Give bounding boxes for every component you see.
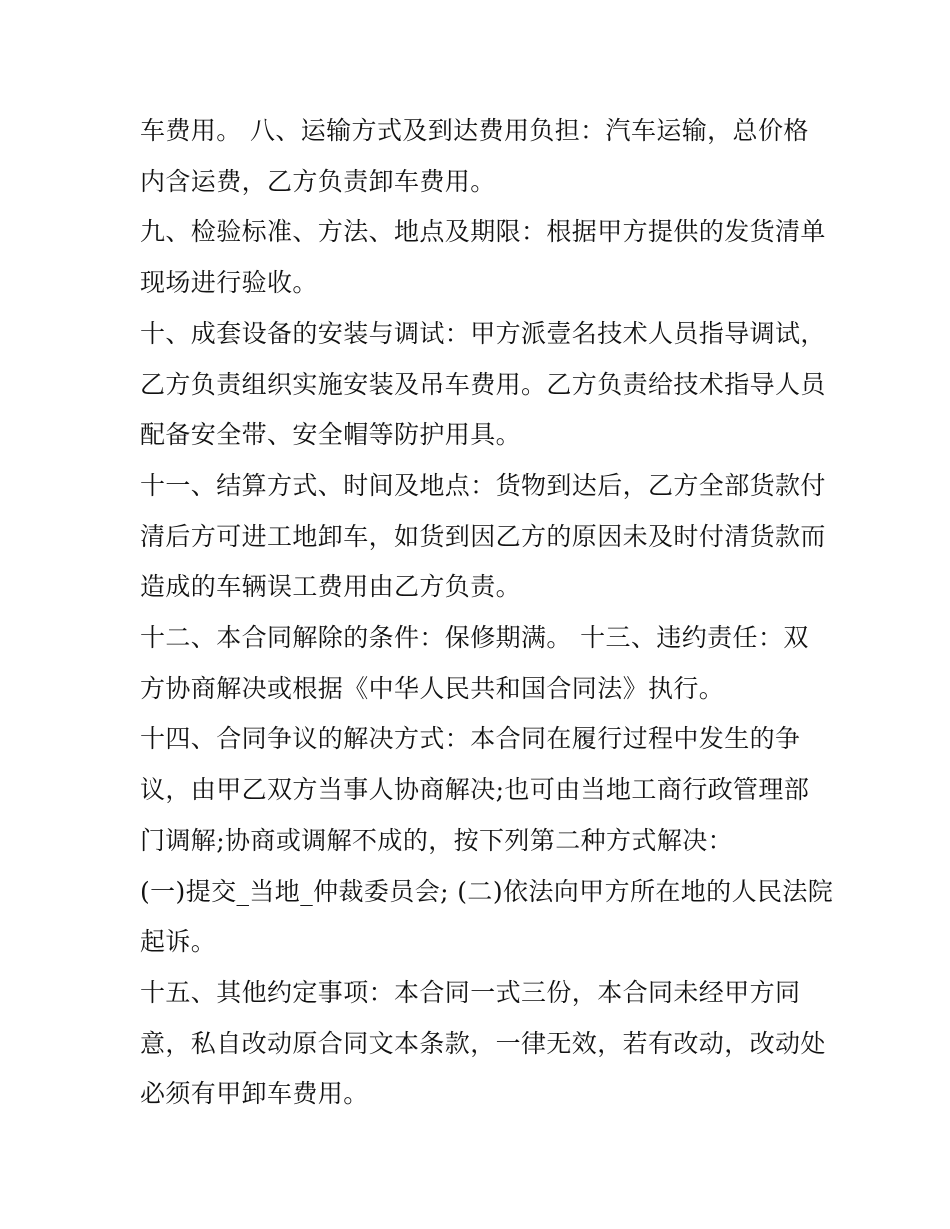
- text-line: 内含运费，乙方负责卸车费用。: [140, 166, 496, 196]
- paragraph-inspection: [140, 207, 826, 308]
- text-line: 现场进行验收。: [140, 268, 318, 298]
- text-line: (一)提交_当地_仲裁委员会; (二)依法向甲方所在地的人民法院: [140, 876, 834, 906]
- text-line: 十一、结算方式、时间及地点：货物到达后，乙方全部货款付: [140, 470, 826, 500]
- paragraph-other-terms: [140, 968, 826, 1120]
- text-line: 十五、其他约定事项：本合同一式三份，本合同未经甲方同: [140, 977, 801, 1007]
- paragraph-transport: [140, 106, 816, 207]
- text-line: 方协商解决或根据《中华人民共和国合同法》执行。: [140, 673, 725, 703]
- text-line: 必须有甲卸车费用。: [140, 1079, 369, 1109]
- text-line: 议，由甲乙双方当事人协商解决;也可由当地工商行政管理部: [140, 775, 810, 805]
- paragraph-termination: [140, 613, 816, 714]
- text-line: 门调解;协商或调解不成的，按下列第二种方式解决：: [140, 825, 734, 855]
- paragraph-arbitration: [140, 867, 834, 968]
- text-line: 十四、合同争议的解决方式：本合同在履行过程中发生的争: [140, 724, 801, 754]
- text-line: 十、成套设备的安装与调试：甲方派壹名技术人员指导调试，: [140, 318, 826, 348]
- text-line: 意，私自改动原合同文本条款，一律无效，若有改动，改动处: [140, 1028, 826, 1058]
- text-line: 配备安全带、安全帽等防护用具。: [140, 420, 522, 450]
- text-line: 九、检验标准、方法、地点及期限：根据甲方提供的发货清单: [140, 217, 826, 247]
- paragraph-installation: [140, 309, 826, 461]
- text-line: 十二、本合同解除的条件：保修期满。 十三、违约责任：双: [140, 623, 809, 653]
- document-body: [140, 106, 834, 1120]
- paragraph-dispute: [140, 714, 816, 866]
- text-line: 造成的车辆误工费用由乙方负责。: [140, 572, 522, 602]
- text-line: 车费用。 八、运输方式及到达费用负担：汽车运输，总价格: [140, 116, 809, 145]
- text-line: 乙方负责组织实施安装及吊车费用。乙方负责给技术指导人员: [140, 369, 826, 399]
- text-line: 清后方可进工地卸车，如货到因乙方的原因未及时付清货款而: [140, 521, 826, 551]
- paragraph-settlement: [140, 461, 826, 613]
- text-line: 起诉。: [140, 927, 217, 957]
